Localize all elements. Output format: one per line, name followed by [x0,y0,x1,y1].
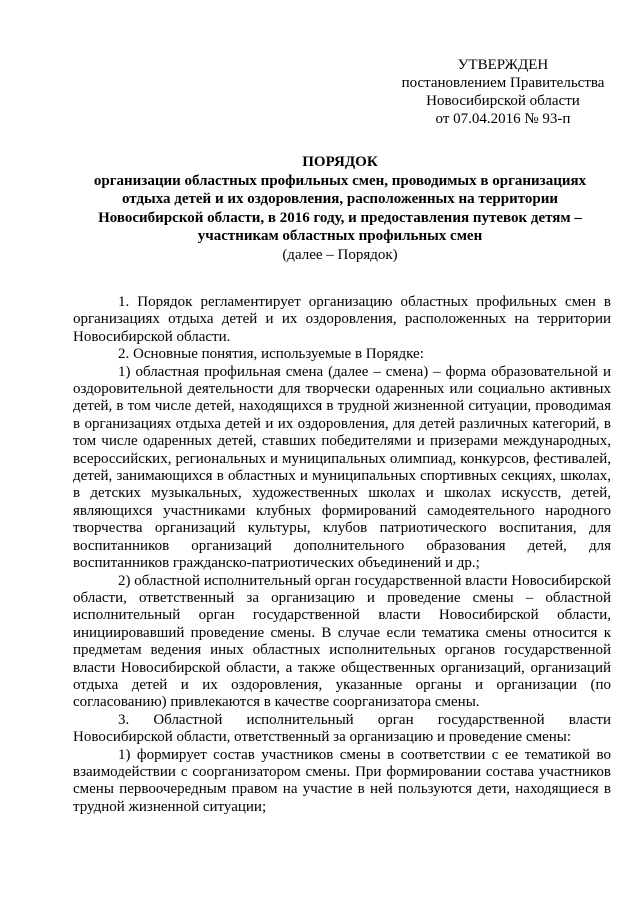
document-title-note: (далее – Порядок) [282,246,398,263]
document-title-block [70,153,610,264]
document-title: ПОРЯДОК [302,154,378,170]
approval-stamp [390,56,616,128]
paragraph-2-2: 2) областной исполнительный орган государственной власти Новосибирской области, ответственный за организацию и проведение смены – областной исполнительный орган государственной власти Новосибирской области, инициировавший проведение смены. В случае если тематика смены относится к предметам ведения иных областных исполнительных органов государственной власти Новосибирской области, а также общественных организаций, организаций отдыха детей и их оздоровления, указанные органы и организации (по согласованию) привлекаются в качестве соорганизатора смены. [73,572,611,711]
document-subtitle: организации областных профильных смен, проводимых в организациях отдыха детей и их оздоровления, расположенных на территории Новосибирской области, в 2016 году, и предоставления путевок детям – участникам областных профильных смен [93,172,587,244]
approval-authority: постановлением Правительства [401,75,605,91]
approval-status: УТВЕРЖДЕН [457,57,549,73]
paragraph-1: 1. Порядок регламентирует организацию областных профильных смен в организациях отдыха детей и их оздоровления, расположенных на территории Новосибирской области. [73,294,611,345]
document-body [73,294,611,816]
paragraph-2: 2. Основные понятия, используемые в Порядке: [118,346,424,363]
paragraph-2-1: 1) областная профильная смена (далее – смена) – форма образовательной и оздоровительной деятельности для творчески одаренных или социально активных детей, в том числе детей, находящихся в трудной жизненной ситуации, проводимая в организациях отдыха детей и их оздоровления, для детей различных категорий, в том числе одаренных детей, ставших победителями и призерами международных, всероссийских, региональных и муниципальных олимпиад, конкурсов, фестивалей, детей, занимающихся в областных и муниципальных спортивных секциях, школах, в детских музыкальных, художественных школах и школах искусств, детей, являющихся участниками клубных формирований самодеятельного народного творчества организаций культуры, клубов патриотического воспитания, для воспитанников организаций дополнительного образования детей, для воспитанников гражданско-патриотических объединений и др.; [73,363,611,572]
approval-region: Новосибирской области [426,93,580,109]
paragraph-3-1: 1) формирует состав участников смены в соответствии с ее тематикой во взаимодействии с соорганизатором смены. При формировании состава участников смены первоочередным правом на участие в ней пользуются дети, находящиеся в трудной жизненной ситуации; [73,746,611,815]
paragraph-3: 3. Областной исполнительный орган государственной власти Новосибирской области, ответственный за организацию и проведение смены: [73,711,611,746]
approval-date-number: от 07.04.2016 № 93-п [435,111,571,127]
